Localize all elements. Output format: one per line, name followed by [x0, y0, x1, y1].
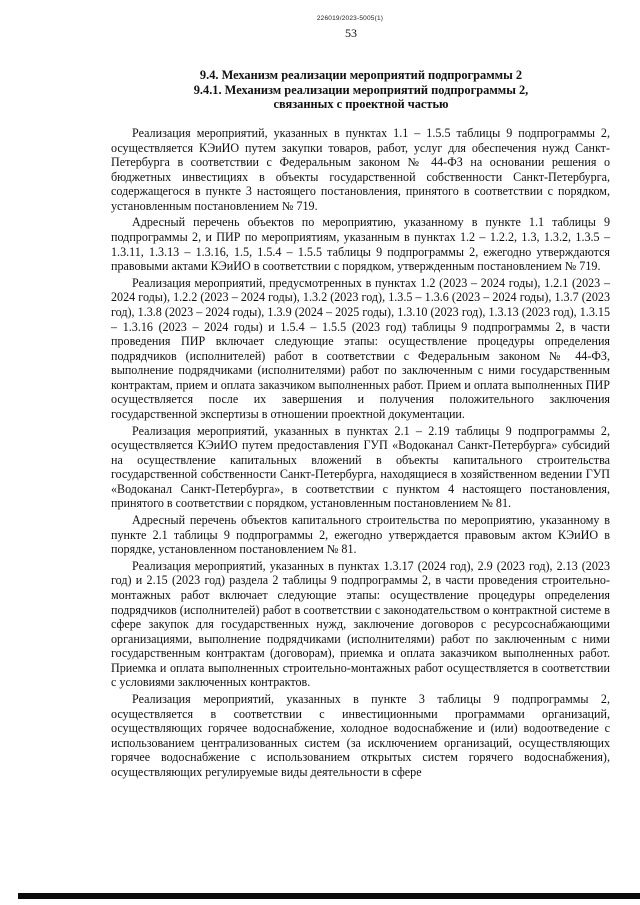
- paragraph-2: Адресный перечень объектов по мероприятию, указанному в пункте 1.1 таблицы 9 подпрограммы 2, и ПИР по мероприятиям, указанным в пунктах 1.2 – 1.2.2, 1.3, 1.3.2, 1.3.5 – 1.3.11, 1.3.13 – 1.3.16, 1.5, 1.5.4 – 1.5.5 таблицы 9 подпрограммы 2, ежегодно утверждаются правовыми актами КЭиИО в соответствии с порядком, утвержденным постановлением № 719.: [111, 215, 610, 274]
- paragraph-5: Адресный перечень объектов капитального строительства по мероприятию, указанному в пункте 2.1 таблицы 9 подпрограммы 2, ежегодно утверждается правовым актом КЭиИО в порядке, установленном постановлением № 81.: [111, 513, 610, 557]
- paragraph-4: Реализация мероприятий, указанных в пунктах 2.1 – 2.19 таблицы 9 подпрограммы 2, осуществляется КЭиИО путем предоставления ГУП «Водоканал Санкт-Петербурга» субсидий на осуществление капитальных вложений в объекты капитального строительства государственной собственности Санкт-Петербурга, находящиеся в хозяйственном ведении ГУП «Водоканал Санкт-Петербурга», в соответствии с пунктом 4 настоящего постановления, принятого в соответствии с порядком, установленным постановлением № 81.: [111, 423, 610, 511]
- heading-line-9-4: 9.4. Механизм реализации мероприятий подпрограммы 2: [199, 68, 523, 82]
- section-heading: [112, 68, 610, 112]
- document-id: 226019/2023-5005(1): [316, 15, 384, 22]
- scan-edge-bar: [18, 893, 640, 899]
- paragraph-1: Реализация мероприятий, указанных в пунктах 1.1 – 1.5.5 таблицы 9 подпрограммы 2, осуществляется КЭиИО путем закупки товаров, работ, услуг для обеспечения нужд Санкт-Петербурга в соответствии с Федеральным законом № 44-ФЗ на основании решения о бюджетных инвестициях в объекты государственной собственности Санкт-Петербурга, содержащегося в пункте 3 настоящего постановления, принятого в соответствии с порядком, установленным постановлением № 719.: [111, 126, 610, 213]
- paragraph-7: Реализация мероприятий, указанных в пункте 3 таблицы 9 подпрограммы 2, осуществляется в соответствии с инвестиционными программами организаций, осуществляющих горячее водоснабжение, холодное водоснабжение и (или) водоотведение с использованием централизованных систем (за исключением организаций, осуществляющих горячее водоснабжение с использованием открытых систем горячего водоснабжения), осуществляющих регулируемые виды деятельности в сфере: [111, 691, 610, 779]
- paragraph-3: Реализация мероприятий, предусмотренных в пунктах 1.2 (2023 – 2024 годы), 1.2.1 (2023 – 2024 годы), 1.2.2 (2023 – 2024 годы), 1.3.2 (2023 год), 1.3.5 – 1.3.6 (2023 – 2024 годы), 1.3.7 (2023 год), 1.3.8 (2023 – 2024 годы), 1.3.9 (2024 – 2025 годы), 1.3.10 (2023 год), 1.3.13 (2023 год), 1.3.15 – 1.3.16 (2023 – 2024 годы) и 1.5.4 – 1.5.5 (2023 год) таблицы 9 подпрограммы 2, в части проведения ПИР включает следующие этапы: осуществление процедуры определения подрядчиков (исполнителей) работ в соответствии с Федеральным законом № 44-ФЗ, выполнение подрядчиками (исполнителями) работ по заключенным с ними государственным контрактам, прием и оплата заказчиком выполненных работ. Прием и оплата выполненных ПИР осуществляется после их завершения и получения положительного заключения государственной экспертизы в отношении проектной документации.: [111, 275, 610, 421]
- heading-line-subtitle: связанных с проектной частью: [273, 97, 449, 112]
- page-number: 53: [345, 26, 357, 40]
- heading-line-9-4-1: 9.4.1. Механизм реализации мероприятий подпрограммы 2,: [193, 82, 529, 97]
- document-body: [111, 126, 610, 779]
- paragraph-6: Реализация мероприятий, указанных в пунктах 1.3.17 (2024 год), 2.9 (2023 год), 2.13 (2023 год) и 2.15 (2023 год) раздела 2 таблицы 9 подпрограммы 2, в части проведения строительно-монтажных работ включает следующие этапы: осуществление процедуры определения подрядчиков (исполнителей) работ в соответствии с законодательством о контрактной системе в сфере закупок для государственных нужд, заключение договоров с ресурсоснабжающими организациями, выполнение подрядчиками (исполнителями) работ по заключенным с ними государственным контрактам (договорам), приемка и оплата заказчиком выполненных работ. Приемка и оплата выполненных строительно-монтажных работ осуществляется в соответствии с условиями заключенных контрактов.: [111, 558, 610, 690]
